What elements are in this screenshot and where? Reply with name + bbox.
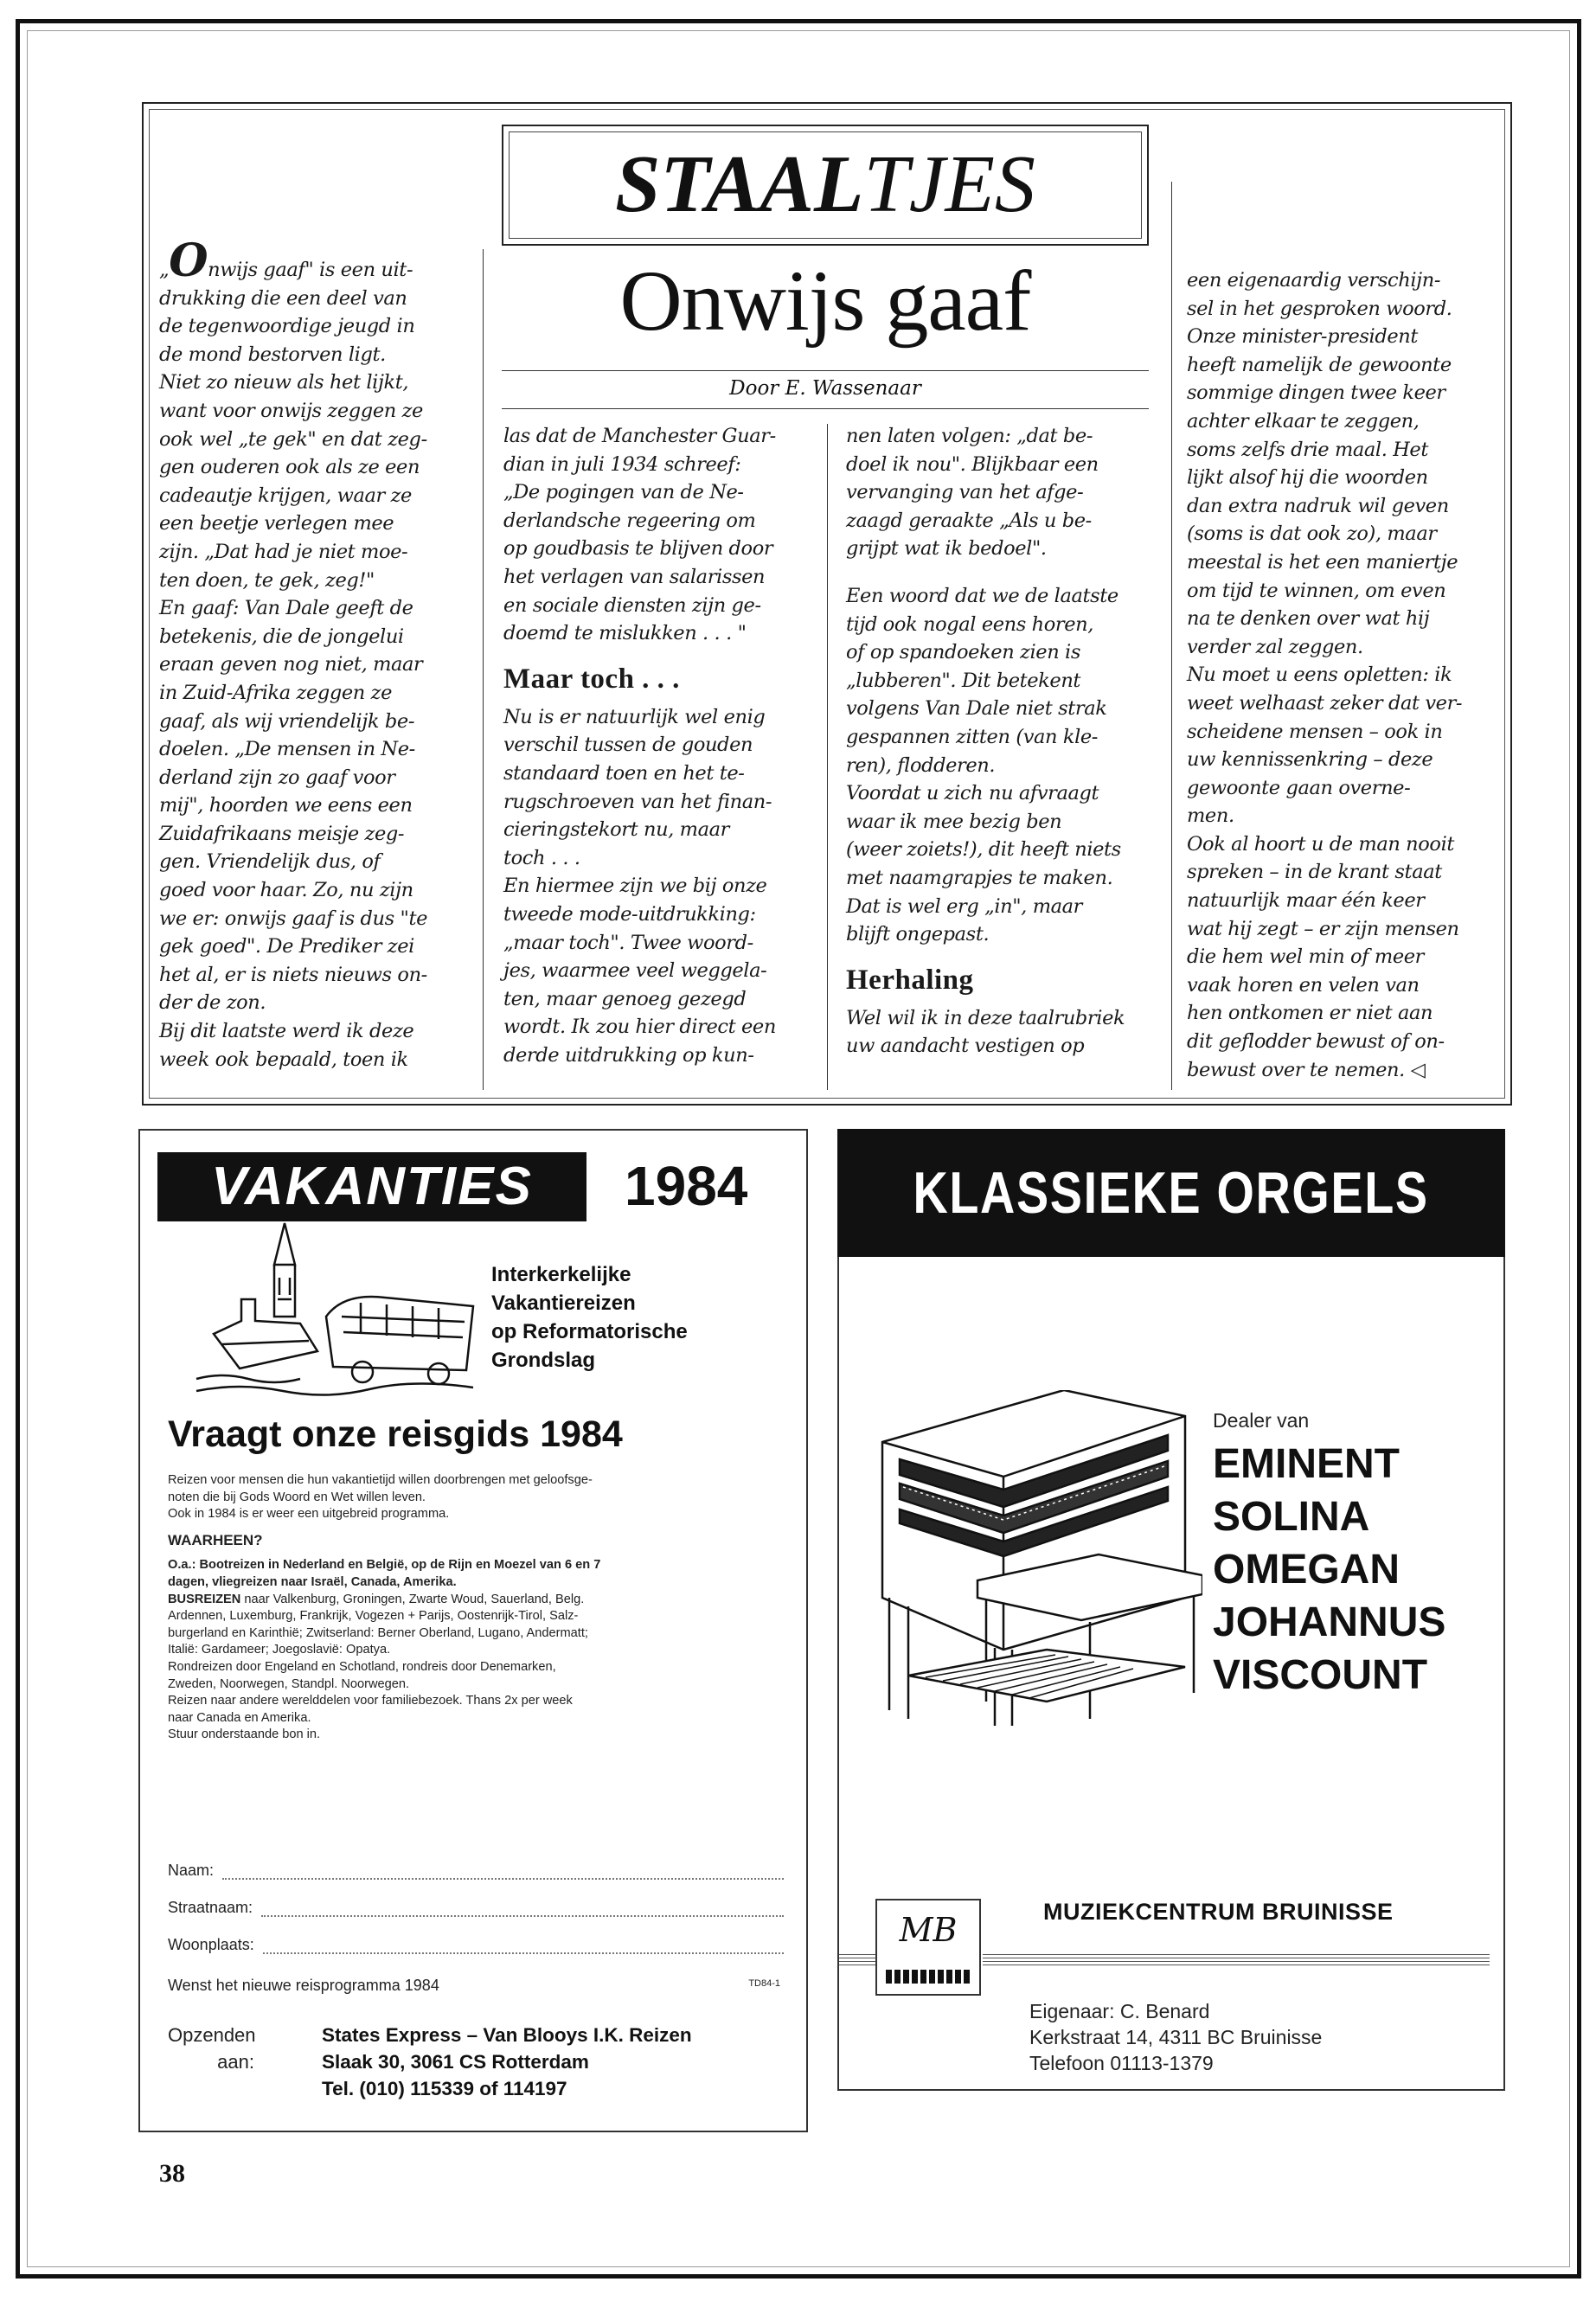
text-line: Dat is wel erg „in", maar — [846, 894, 1083, 918]
text-line: derlandsche regeering om — [503, 509, 756, 532]
text-line: op goudbasis te blijven door — [503, 537, 773, 561]
text-line: drukking die een deel van — [159, 286, 407, 310]
text-line: gespannen zitten (van kle- — [846, 725, 1099, 748]
text-line: dian in juli 1934 schreef: — [503, 452, 741, 476]
text-line: eraan geven nog niet, maar — [159, 653, 423, 676]
text-line: want voor onwijs zeggen ze — [159, 399, 423, 422]
text-line: vervanging van het afge- — [846, 481, 1084, 504]
text-line: toch . . . — [503, 846, 580, 869]
article-byline: Door E. Wassenaar — [729, 377, 921, 400]
naam-field[interactable]: Naam: — [168, 1862, 784, 1880]
text-line: bewust over te nemen. ◁ — [1187, 1058, 1426, 1081]
straatnaam-field[interactable]: Straatnaam: — [168, 1899, 784, 1917]
text-line: natuurlijk maar één keer — [1187, 889, 1425, 913]
brand-item: JOHANNUS — [1213, 1599, 1446, 1645]
vakanties-title: Vraagt onze reisgids 1984 — [168, 1413, 623, 1455]
text-line: ren), flodderen. — [846, 753, 996, 777]
orgels-banner: KLASSIEKE ORGELS — [837, 1129, 1505, 1257]
text-line: Voordat u zich nu afvraagt — [846, 782, 1099, 805]
text-line: een eigenaardig verschijn- — [1187, 269, 1441, 292]
text-line: Onze minister-president — [1187, 325, 1419, 349]
shop-name: MUZIEKCENTRUM BRUINISSE — [1043, 1899, 1394, 1925]
brand-item: EMINENT — [1213, 1441, 1400, 1487]
text-line: jes, waarmee veel weggela- — [503, 959, 767, 983]
text-line: Zuidafrikaans meisje zeg- — [159, 822, 405, 845]
text-line: en sociale diensten zijn ge- — [503, 593, 761, 617]
article-column-4 — [1187, 266, 1509, 1084]
text-line: achter elkaar te zeggen, — [1187, 409, 1420, 433]
decorative-lines-right — [983, 1954, 1490, 1966]
staaltjes-article — [142, 102, 1512, 1106]
text-line: (soms is dat ook zo), maar — [1187, 522, 1437, 546]
text-line: derde uitdrukking op kun- — [503, 1043, 754, 1067]
brand-item: VISCOUNT — [1213, 1652, 1428, 1698]
text-line: Ook al hoort u de man nooit — [1187, 832, 1455, 856]
text-line: uw kennissenkring – deze — [1187, 748, 1433, 772]
text-line: men. — [1187, 804, 1234, 828]
column-rule-3 — [1171, 182, 1172, 1090]
text-line: Niet zo nieuw als het lijkt, — [159, 371, 409, 394]
text-line: ook wel „te gek" en dat zeg- — [159, 427, 427, 451]
text-line: Nu is er natuurlijk wel enig — [503, 705, 766, 728]
coupon-code: TD84-1 — [748, 1978, 780, 1989]
waarheen-heading: WAARHEEN? — [168, 1531, 263, 1548]
text-line: hen ontkomen er niet aan — [1187, 1002, 1433, 1025]
vakanties-body: Reizen voor mensen die hun vakantietijd willen doorbrengen met geloofsge- noten die bij Gods Woord en Wet willen leven. Ook in 1984 is er weer een uitgebreid programma. WAARHEEN? O.a.: Bootreizen in Nederland en België, op de Rijn en Moezel van 6 en 7 dagen, vliegreizen naar Israël, Canada, Amerika. BUSREIZEN naar Valkenburg, Groningen, Zwarte Woud, Sauerland, Belg. Ardennen, Luxemburg, Frankrijk, Vogezen + Parijs, Oostenrijk-Tirol, Salz- burgerland en Karinthië; Zwitserland: Berner Oberland, Lugano, Andermatt; Italië: Gardameer; Joegoslavië: Opatya. Rondreizen door Engeland en Schotland, rondreis door Denemarken, Zweden, Noorwegen, Standpl. Noorwegen. Reizen naar andere werelddelen voor familiebezoek. Thans 2x per week naar Canada en Amerika. Stuur onderstaande bon in. — [168, 1472, 791, 1744]
text-line: de mond bestorven ligt. — [159, 343, 386, 366]
text-line: soms zelfs drie maal. Het — [1187, 438, 1428, 461]
mb-logo: MB — [875, 1899, 981, 1996]
text-line: gen. Vriendelijk dus, of — [159, 850, 381, 874]
decorative-lines-left — [839, 1954, 877, 1966]
article-column-1 — [159, 234, 481, 1074]
text-line: Een woord dat we de laatste — [846, 584, 1118, 607]
text-line: dit geflodder bewust of on- — [1187, 1030, 1445, 1054]
section-header-box — [502, 125, 1149, 246]
text-line: het al, er is niets nieuws on- — [159, 963, 427, 986]
text-line: spreken – in de krant staat — [1187, 861, 1442, 884]
text-line: de tegenwoordige jeugd in — [159, 315, 415, 338]
page-number: 38 — [159, 2159, 185, 2188]
column-rule-2 — [827, 424, 828, 1090]
text-line: uw aandacht vestigen op — [846, 1035, 1085, 1058]
text-line: heeft namelijk de gewoonte — [1187, 353, 1452, 376]
dealer-label: Dealer van — [1213, 1409, 1310, 1432]
brand-item: OMEGAN — [1213, 1547, 1400, 1593]
text-line: week ook bepaald, toen ik — [159, 1048, 408, 1071]
text-line: derland zijn zo gaaf voor — [159, 766, 395, 789]
drop-cap: O — [169, 234, 208, 287]
text-line: verder zal zeggen. — [1187, 635, 1363, 658]
article-column-3 — [846, 422, 1168, 1061]
subhead-herhaling: Herhaling — [846, 964, 974, 996]
subhead-maar-toch: Maar toch . . . — [503, 663, 680, 695]
article-column-2 — [503, 422, 824, 1069]
text-line: wordt. Ik zou hier direct een — [503, 1016, 776, 1039]
text-line: Nu moet u eens opletten: ik — [1187, 663, 1452, 687]
text-line: we er: onwijs gaaf is dus "te — [159, 907, 428, 930]
text-line: volgens Van Dale niet strak — [846, 697, 1107, 721]
text-line: met naamgrapjes te maken. — [846, 866, 1113, 889]
text-line: betekenis, die de jongelui — [159, 625, 404, 648]
column-rule-1 — [483, 249, 484, 1090]
organisation-name: Interkerkelijke Vakantiereizen op Reformatorische Grondslag — [491, 1263, 688, 1372]
text-line: En gaaf: Van Dale geeft de — [159, 597, 413, 620]
text-line: vaak horen en velen van — [1187, 973, 1420, 997]
text-line: tweede mode-uitdrukking: — [503, 902, 756, 926]
shop-contact: Eigenaar: C. Benard Kerkstraat 14, 4311 BC Bruinisse Telefoon 01113-1379 — [1029, 2000, 1323, 2074]
text-line: cadeautje krijgen, waar ze — [159, 484, 412, 507]
text-line: grijpt wat ik bedoel". — [846, 537, 1047, 561]
vakanties-advertisement — [138, 1129, 808, 2132]
text-line: het verlagen van salarissen — [503, 565, 766, 588]
text-line: sommige dingen twee keer — [1187, 381, 1445, 405]
text-line: waar ik mee bezig ben — [846, 810, 1062, 833]
text-line: lijkt alsof hij die woorden — [1187, 466, 1428, 490]
text-line: mij", hoorden we eens een — [159, 794, 413, 817]
text-line: „maar toch". Twee woord- — [503, 931, 753, 954]
text-line: las dat de Manchester Guar- — [503, 425, 776, 447]
text-line: Wel wil ik in deze taalrubriek — [846, 1006, 1125, 1029]
text-line: gaaf, als wij vriendelijk be- — [159, 709, 415, 733]
column-1-first-line: „Onwijs gaaf" is een uit- — [159, 234, 413, 287]
text-line: ten, maar genoeg gezegd — [503, 987, 747, 1010]
text-line: gewoonte gaan overne- — [1187, 776, 1411, 799]
vakanties-year: 1984 — [625, 1155, 748, 1217]
text-line: dan extra nadruk wil geven — [1187, 494, 1449, 517]
text-line: der de zon. — [159, 991, 266, 1015]
text-line: ten doen, te gek, zeg!" — [159, 568, 375, 592]
section-title: STAALTJES — [615, 139, 1035, 229]
text-line: sel in het gesproken woord. — [1187, 297, 1452, 320]
text-line: die hem wel min of meer — [1187, 945, 1425, 969]
text-line: nen laten volgen: „dat be- — [846, 425, 1093, 447]
woonplaats-field[interactable]: Woonplaats: — [168, 1936, 784, 1954]
byline-rule-bottom — [502, 408, 1149, 409]
text-line: doemd te mislukken . . . " — [503, 622, 747, 645]
text-line: verschil tussen de gouden — [503, 734, 753, 757]
text-line: tijd ook nogal eens horen, — [846, 612, 1094, 636]
opzenden-label: Opzenden aan: — [168, 2024, 256, 2073]
text-line: weet welhaast zeker dat ver- — [1187, 691, 1463, 715]
orgels-advertisement — [837, 1129, 1505, 2091]
text-line: „lubberen". Dit betekent — [846, 669, 1081, 692]
text-line: doelen. „De mensen in Ne- — [159, 738, 415, 761]
text-line: zijn. „Dat had je niet moe- — [159, 540, 408, 563]
text-line: om tijd te winnen, om even — [1187, 579, 1446, 602]
text-line: in Zuid-Afrika zeggen ze — [159, 681, 393, 704]
text-line: een beetje verlegen mee — [159, 512, 394, 535]
text-line: wat hij zegt – er zijn mensen — [1187, 917, 1459, 940]
text-line: blijft ongepast. — [846, 923, 990, 946]
church-ship-bus-illustration — [188, 1213, 482, 1403]
text-line: rugschroeven van het finan- — [503, 790, 772, 813]
wenst-line: Wenst het nieuwe reisprogramma 1984 TD84-1 — [168, 1977, 780, 1994]
article-headline: Onwijs gaaf — [619, 253, 1031, 349]
text-line: standaard toen en het te- — [503, 761, 745, 785]
send-address: States Express – Van Blooys I.K. Reizen Slaak 30, 3061 CS Rotterdam Tel. (010) 115339 of 114197 — [322, 2024, 692, 2099]
text-line: cieringstekort nu, maar — [503, 818, 729, 842]
text-line: na te denken over wat hij — [1187, 607, 1430, 631]
text-line: En hiermee zijn we bij onze — [503, 875, 767, 898]
text-line: Bij dit laatste werd ik deze — [159, 1020, 414, 1043]
text-line: gen ouderen ook als ze een — [159, 456, 420, 479]
brand-item: SOLINA — [1213, 1494, 1370, 1540]
text-line: of op spandoeken zien is — [846, 641, 1080, 664]
text-line: (weer zoiets!), dit heeft niets — [846, 838, 1121, 862]
text-line: doel ik nou". Blijkbaar een — [846, 452, 1099, 476]
text-line: „De pogingen van de Ne- — [503, 481, 744, 504]
vakanties-banner: VAKANTIES — [157, 1152, 586, 1221]
text-line: gek goed". De Prediker zei — [159, 935, 414, 958]
text-line: meestal is het een maniertje — [1187, 550, 1458, 574]
text-line: zaagd geraakte „Als u be- — [846, 509, 1092, 532]
text-line: goed voor haar. Zo, nu zijn — [159, 879, 413, 902]
brand-list — [1213, 1438, 1445, 1702]
byline-rule-top — [502, 370, 1149, 371]
text-line: scheidene mensen – ook in — [1187, 720, 1443, 743]
keyboard-icon — [886, 1970, 971, 1984]
organ-illustration — [874, 1390, 1202, 1727]
